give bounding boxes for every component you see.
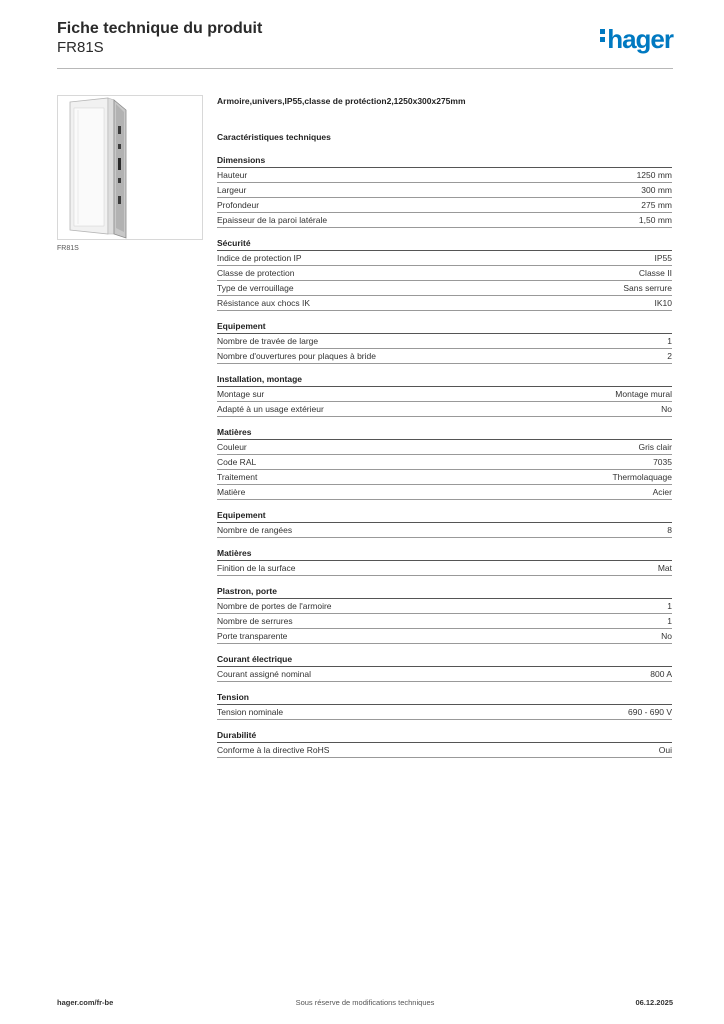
spec-section (217, 372, 672, 417)
spec-row (217, 213, 672, 228)
spec-row (217, 387, 672, 402)
page-title: Fiche technique du produit (57, 20, 263, 37)
footer-notice: Sous réserve de modifications techniques (295, 998, 435, 1007)
spec-section (217, 690, 672, 720)
spec-row (217, 198, 672, 213)
spec-value: 1,50 mm (638, 215, 672, 225)
spec-value: IK10 (654, 298, 672, 308)
spec-label: Nombre d'ouvertures pour plaques à bride (217, 351, 376, 361)
section-title: Durabilité (217, 728, 672, 743)
spec-label: Type de verrouillage (217, 283, 294, 293)
product-description: Armoire,univers,IP55,classe de protéction2,1250x300x275mm (217, 96, 466, 106)
spec-label: Tension nominale (217, 707, 284, 717)
image-caption: FR81S (57, 245, 79, 252)
section-title: Installation, montage (217, 372, 672, 387)
spec-value: Oui (658, 745, 672, 755)
spec-row (217, 743, 672, 758)
spec-value: Mat (657, 563, 672, 573)
spec-row (217, 168, 672, 183)
spec-label: Epaisseur de la paroi latérale (217, 215, 328, 225)
spec-row (217, 667, 672, 682)
spec-value: Sans serrure (623, 283, 672, 293)
spec-row (217, 183, 672, 198)
product-image (57, 95, 203, 240)
spec-label: Conforme à la directive RoHS (217, 745, 330, 755)
spec-section (217, 236, 672, 311)
spec-value: 275 mm (641, 200, 672, 210)
spec-label: Profondeur (217, 200, 260, 210)
spec-row (217, 523, 672, 538)
cabinet-illustration (58, 96, 202, 239)
spec-label: Nombre de serrures (217, 616, 293, 626)
spec-row (217, 599, 672, 614)
spec-value: Montage mural (615, 389, 672, 399)
section-title: Sécurité (217, 236, 672, 251)
spec-label: Nombre de rangées (217, 525, 293, 535)
spec-label: Classe de protection (217, 268, 295, 278)
spec-value: Classe II (638, 268, 672, 278)
spec-value: 300 mm (641, 185, 672, 195)
spec-value: 1 (667, 601, 672, 611)
page-header (57, 20, 673, 70)
spec-row (217, 705, 672, 720)
spec-row (217, 281, 672, 296)
spec-value: 690 - 690 V (628, 707, 672, 717)
footer-date: 06.12.2025 (635, 998, 673, 1007)
logo-text: hager (607, 24, 673, 54)
spec-value: 8 (667, 525, 672, 535)
section-title: Matières (217, 546, 672, 561)
spec-label: Code RAL (217, 457, 257, 467)
section-title: Dimensions (217, 153, 672, 168)
spec-row (217, 470, 672, 485)
spec-value: IP55 (654, 253, 672, 263)
spec-value: 7035 (653, 457, 672, 467)
spec-label: Porte transparente (217, 631, 288, 641)
header-divider (57, 68, 673, 69)
section-title: Matières (217, 425, 672, 440)
spec-row (217, 561, 672, 576)
spec-label: Courant assigné nominal (217, 669, 312, 679)
spec-label: Largeur (217, 185, 247, 195)
spec-section (217, 728, 672, 758)
tech-characteristics-title: Caractéristiques techniques (217, 132, 331, 142)
spec-label: Matière (217, 487, 246, 497)
spec-row (217, 402, 672, 417)
spec-row (217, 296, 672, 311)
spec-row (217, 266, 672, 281)
spec-row (217, 485, 672, 500)
logo-colon-icon (600, 26, 605, 45)
spec-label: Couleur (217, 442, 247, 452)
spec-label: Finition de la surface (217, 563, 296, 573)
spec-section (217, 652, 672, 682)
spec-content (217, 94, 672, 758)
spec-value: Gris clair (638, 442, 672, 452)
spec-label: Indice de protection IP (217, 253, 302, 263)
spec-label: Hauteur (217, 170, 248, 180)
hager-logo (600, 26, 673, 52)
spec-value: Acier (652, 487, 672, 497)
spec-section (217, 584, 672, 644)
spec-value: 1 (667, 616, 672, 626)
spec-label: Adapté à un usage extérieur (217, 404, 324, 414)
spec-section (217, 425, 672, 500)
spec-section (217, 319, 672, 364)
spec-label: Nombre de travée de large (217, 336, 319, 346)
spec-label: Traitement (217, 472, 258, 482)
spec-value: 1 (667, 336, 672, 346)
section-title: Courant électrique (217, 652, 672, 667)
spec-section (217, 153, 672, 228)
spec-value: 800 A (650, 669, 672, 679)
spec-sections (217, 153, 672, 758)
section-title: Plastron, porte (217, 584, 672, 599)
spec-row (217, 349, 672, 364)
spec-row (217, 629, 672, 644)
section-title: Equipement (217, 319, 672, 334)
spec-row (217, 440, 672, 455)
spec-row (217, 251, 672, 266)
spec-section (217, 546, 672, 576)
spec-row (217, 455, 672, 470)
spec-value: 1250 mm (636, 170, 672, 180)
spec-label: Montage sur (217, 389, 265, 399)
spec-label: Résistance aux chocs IK (217, 298, 311, 308)
footer-website: hager.com/fr-be (57, 998, 114, 1007)
spec-row (217, 614, 672, 629)
spec-value: 2 (667, 351, 672, 361)
spec-value: No (661, 404, 672, 414)
section-title: Tension (217, 690, 672, 705)
product-code: FR81S (57, 39, 104, 56)
spec-value: Thermolaquage (612, 472, 672, 482)
spec-section (217, 508, 672, 538)
spec-value: No (661, 631, 672, 641)
spec-row (217, 334, 672, 349)
section-title: Equipement (217, 508, 672, 523)
spec-label: Nombre de portes de l'armoire (217, 601, 332, 611)
